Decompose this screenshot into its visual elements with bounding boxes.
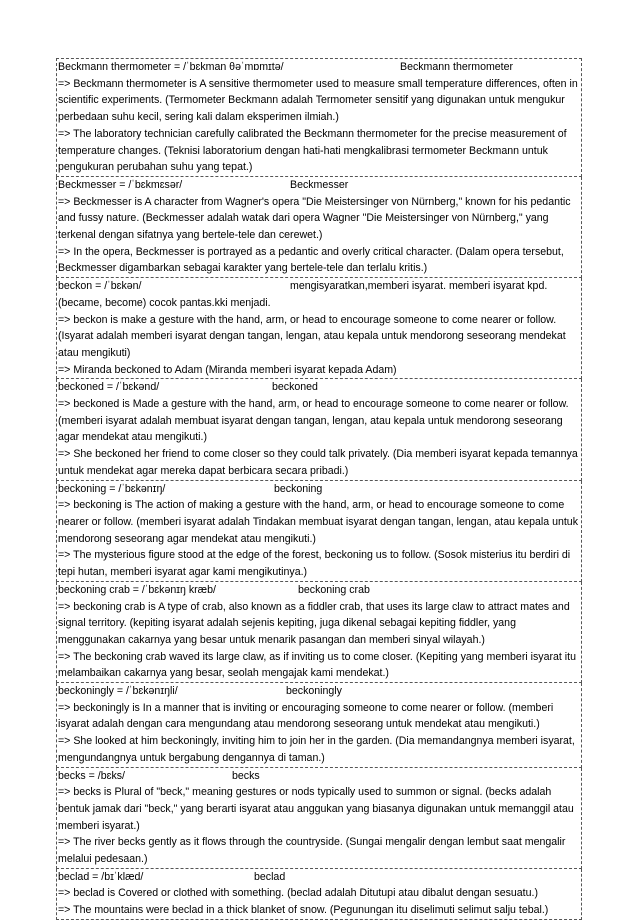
entry-headword: becks = /bɛks/ xyxy=(58,769,125,782)
dictionary-entry xyxy=(56,683,582,768)
entry-definition: => becks is Plural of "beck," meaning gestures or nods typically used to summon or signal. (becks adalah bentuk jamak dari "beck," yang berarti isyarat atau anggukan yang biasanya digunakan untuk memanggil atau memberi isyarat.) xyxy=(58,786,574,832)
entry-example: => The beckoning crab waved its large claw, as if inviting us to come closer. (Kepiting yang memberi isyarat itu melambaikan cakarnya yang besar, seolah mengajak kami mendekat.) xyxy=(58,650,576,680)
entry-headword: Beckmann thermometer = /ˈbɛkman θəˈmɒmɪtə/ xyxy=(58,61,284,73)
entry-headword: beckoned = /ˈbɛkənd/ xyxy=(58,381,160,394)
entry-gloss: beckoningly xyxy=(286,685,342,698)
entry-definition: => beckoning is The action of making a gesture with the hand, arm, or head to encourage someone to come nearer or follow. (memberi isyarat adalah Tindakan membuat isyarat dengan tangan, lengan, atau kepala untuk mendorong seseorang agar mendekat atau mengikuti.) xyxy=(58,499,578,545)
entry-definition: => Beckmesser is A character from Wagner's opera "Die Meistersinger von Nürnberg," known for his pedantic and fussy nature. (Beckmesser adalah watak dari opera Wagner "Die Meistersinger von Nürnberg," yang terkenal dengan sifatnya yang bertele-tele dan cerewet.) xyxy=(58,195,571,242)
entry-gloss: Beckmann thermometer xyxy=(400,61,514,73)
entry-headword: beclad = /bɪˈklæd/ xyxy=(58,870,144,883)
entry-headword: beckoning = /ˈbɛkənɪŋ/ xyxy=(58,482,166,495)
entry-definition: => beckon is make a gesture with the hand, arm, or head to encourage someone to come nearer or follow. (Isyarat adalah memberi isyarat dengan tangan, lengan, atau kepala untuk mendorong seseorang mendekat atau mengikuti) xyxy=(58,313,566,359)
entry-headword: Beckmesser = /ˈbɛkmɛsər/ xyxy=(58,178,183,191)
entry-definition: => beclad is Covered or clothed with something. (beclad adalah Ditutupi atau dibalut dengan sesuatu.) xyxy=(58,887,538,900)
entry-gloss: becks xyxy=(232,769,260,782)
entry-definition: => beckoning crab is A type of crab, also known as a fiddler crab, that uses its large claw to attract mates and signal territory. (kepiting isyarat adalah sejenis kepiting, juga dikenal sebagai kepiting fiddler, yang menggunakan cakarnya yang besar untuk menarik pasangan dan memberi sinyal wilayah.) xyxy=(58,600,570,646)
entry-headword: beckoningly = /ˈbɛkənɪŋli/ xyxy=(58,685,178,698)
dictionary-entry xyxy=(56,278,582,379)
dictionary-entry xyxy=(56,177,582,278)
entry-gloss: beckoning crab xyxy=(298,583,370,596)
entry-example: => She looked at him beckoningly, inviting him to join her in the garden. (Dia memandangnya memberi isyarat, mengundangnya untuk bergabung dengannya di taman.) xyxy=(58,735,575,764)
entry-headword: beckoning crab = /ˈbɛkənɪŋ kræb/ xyxy=(58,583,216,596)
dictionary-entry xyxy=(56,768,582,869)
entry-headword: beckon = /ˈbɛkən/ xyxy=(58,280,142,293)
entry-definition: => Beckmann thermometer is A sensitive thermometer used to measure small temperature differences, often in scientific experiments. (Termometer Beckmann adalah Termometer sensitif yang digunakan untuk mengukur perbedaan suhu kecil, sering kali dalam eksperimen ilmiah.) xyxy=(58,77,578,124)
entry-gloss: Beckmesser xyxy=(290,178,349,191)
entry-gloss: beckoning xyxy=(274,482,323,495)
entry-example: => She beckoned her friend to come closer so they could talk privately. (Dia memberi isyarat kepada temannya untuk mendekat agar mereka dapat berbicara secara pribadi.) xyxy=(58,448,578,477)
dictionary-entry xyxy=(56,58,582,177)
entry-gloss: mengisyaratkan,memberi isyarat. memberi isyarat kpd. (became, become) cocok pantas.kki menjadi. xyxy=(58,280,548,309)
dictionary-entry xyxy=(56,869,582,920)
entry-example: => In the opera, Beckmesser is portrayed as a pedantic and overly critical character. (Dalam opera tersebut, Beckmesser digambarkan sebagai karakter yang bertele-tele dan terlalu kritis.) xyxy=(58,245,564,275)
entry-gloss: beclad xyxy=(254,870,286,883)
dictionary-entry xyxy=(56,379,582,480)
dictionary-entry xyxy=(56,481,582,582)
dictionary-page xyxy=(56,58,582,920)
entry-example: => The mysterious figure stood at the edge of the forest, beckoning us to follow. (Sosok misterius itu berdiri di tepi hutan, memberi isyarat agar kami mengikutinya.) xyxy=(58,549,571,579)
entry-example: => The river becks gently as it flows through the countryside. (Sungai mengalir dengan lembut saat mengalir melalui pedesaan.) xyxy=(58,836,566,866)
entry-example: => Miranda beckoned to Adam (Miranda memberi isyarat kepada Adam) xyxy=(58,363,397,376)
entry-example: => The laboratory technician carefully calibrated the Beckmann thermometer for the precise measurement of temperature changes. (Teknisi laboratorium dengan hati-hati mengkalibrasi termometer Beckmann untuk pengukuran perubahan suhu yang tepat.) xyxy=(58,127,567,174)
entry-gloss: beckoned xyxy=(272,381,318,394)
entry-definition: => beckoned is Made a gesture with the hand, arm, or head to encourage someone to come nearer or follow. (memberi isyarat adalah membuat isyarat dengan tangan, lengan, atau kepala untuk mendorong seseorang agar mendekat atau mengikuti.) xyxy=(58,398,569,444)
entry-example: => The mountains were beclad in a thick blanket of snow. (Pegunungan itu diselimuti selimut salju tebal.) xyxy=(58,904,549,917)
dictionary-entry xyxy=(56,582,582,683)
entry-definition: => beckoningly is In a manner that is inviting or encouraging someone to come nearer or follow. (memberi isyarat adalah dengan cara mengundang atau mendorong seseorang untuk mendekat atau mengikuti.) xyxy=(58,701,554,731)
